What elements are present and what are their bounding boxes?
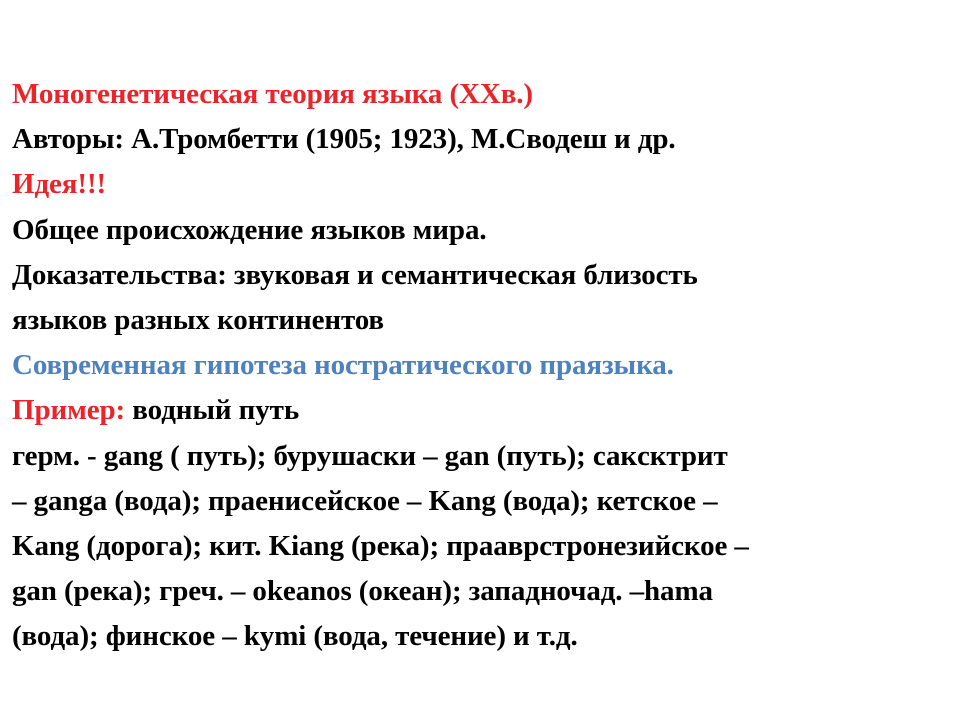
example-line-4: gan (река); греч. – okeanos (океан); западночад. –hama (12, 575, 713, 608)
idea-text: Общее происхождение языков мира. (12, 213, 487, 246)
evidence-line-2: языков разных континентов (12, 304, 384, 337)
example-heading (12, 388, 952, 433)
idea-label: Идея!!! (12, 168, 107, 201)
slide-text-body (12, 72, 952, 660)
evidence-line-1: Доказательства: звуковая и семантическая близость (12, 258, 698, 291)
example-line-1: герм. - gang ( путь); бурушаски – gan (путь); сакcктрит (12, 439, 728, 472)
example-line-3: Kang (дорога); кит. Kiang (река); прааврстронезийское – (12, 530, 749, 563)
theory-title: Моногенетическая теория языка (ХХв.) (12, 78, 533, 110)
nostratic-hypothesis: Современная гипотеза ностратического праязыка. (12, 349, 674, 382)
example-topic: водный путь (132, 394, 300, 427)
authors-line: Авторы: А.Тромбетти (1905; 1923), М.Сводеш и др. (12, 123, 676, 156)
example-line-2: – ganga (вода); праенисейское – Kang (вода); кетское – (12, 484, 718, 517)
example-label: Пример: (12, 394, 133, 427)
example-line-5: (вода); финское – kymi (вода, течение) и т.д. (12, 620, 578, 653)
